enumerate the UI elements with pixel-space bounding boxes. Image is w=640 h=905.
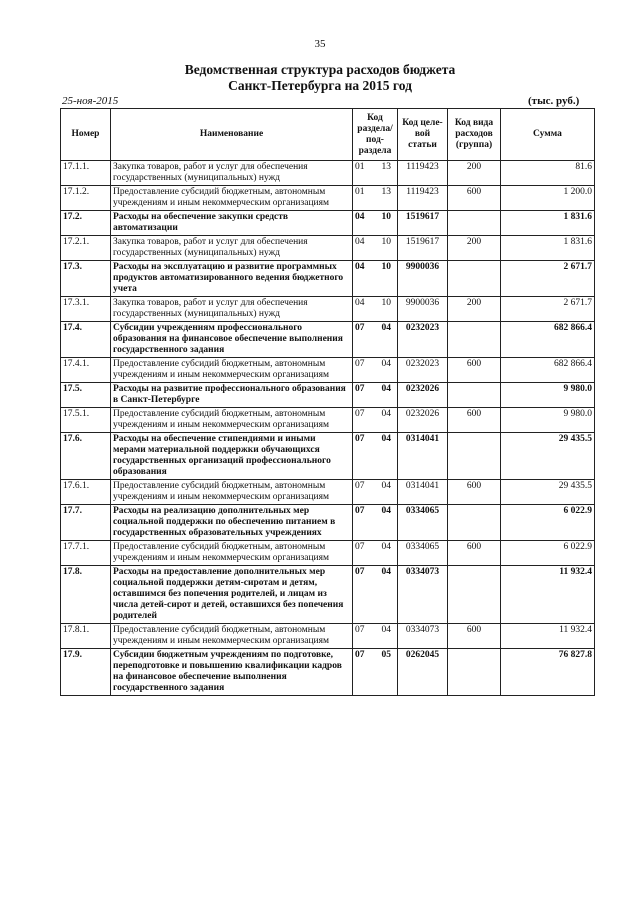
- subsection-code: 10: [381, 262, 391, 272]
- row-expense-type: 600: [448, 408, 501, 433]
- section-code: 01: [355, 162, 365, 172]
- row-expense-type: 600: [448, 358, 501, 383]
- table-body: [61, 161, 595, 696]
- section-code: 07: [355, 434, 365, 444]
- row-sum: 1 831.6: [501, 211, 595, 236]
- row-article-code: 0334073: [398, 624, 448, 649]
- row-sum: 1 200.0: [501, 186, 595, 211]
- row-section-code: [353, 480, 398, 505]
- row-sum: 81.6: [501, 161, 595, 186]
- row-section-code: [353, 358, 398, 383]
- header-section: Код раздела/ под-раздела: [353, 109, 398, 161]
- section-code: 04: [355, 262, 365, 272]
- row-number: 17.8.1.: [61, 624, 111, 649]
- row-sum: 29 435.5: [501, 433, 595, 480]
- row-sum: 11 932.4: [501, 624, 595, 649]
- row-expense-type: 200: [448, 297, 501, 322]
- row-number: 17.2.: [61, 211, 111, 236]
- row-article-code: 1119423: [398, 186, 448, 211]
- row-expense-type: [448, 322, 501, 358]
- row-name: Расходы на предоставление дополнительных мер социальной поддержки детям-сиротам и детям, оставшимся без попечения родителей, и лицам из числа детей-сирот и детей, оставшихся без попечения родителей: [111, 566, 353, 624]
- row-article-code: 0334065: [398, 541, 448, 566]
- row-expense-type: 600: [448, 480, 501, 505]
- row-number: 17.6.1.: [61, 480, 111, 505]
- row-sum: 6 022.9: [501, 541, 595, 566]
- subsection-code: 10: [381, 237, 391, 247]
- header-expense-type: Код вида расходов (группа): [448, 109, 501, 161]
- title-line-2: Санкт-Петербурга на 2015 год: [228, 78, 412, 93]
- row-expense-type: 600: [448, 186, 501, 211]
- row-expense-type: 600: [448, 624, 501, 649]
- subsection-code: 04: [381, 323, 391, 333]
- subsection-code: 13: [381, 162, 391, 172]
- row-section-code: [353, 541, 398, 566]
- row-article-code: 0232026: [398, 383, 448, 408]
- table-row: [61, 566, 595, 624]
- row-section-code: [353, 211, 398, 236]
- row-section-code: [353, 624, 398, 649]
- row-article-code: 0334065: [398, 505, 448, 541]
- table-row: [61, 433, 595, 480]
- row-sum: 1 831.6: [501, 236, 595, 261]
- row-sum: 9 980.0: [501, 408, 595, 433]
- row-sum: 29 435.5: [501, 480, 595, 505]
- row-number: 17.4.: [61, 322, 111, 358]
- row-name: Предоставление субсидий бюджетным, автономным учреждениям и иным некоммерческим организациям: [111, 358, 353, 383]
- subsection-code: 10: [381, 212, 391, 222]
- row-article-code: 1119423: [398, 161, 448, 186]
- table-row: [61, 383, 595, 408]
- row-name: Расходы на реализацию дополнительных мер социальной поддержки по обеспечению питанием в государственных образовательных учреждениях: [111, 505, 353, 541]
- row-section-code: [353, 261, 398, 297]
- row-number: 17.1.2.: [61, 186, 111, 211]
- row-expense-type: [448, 383, 501, 408]
- section-code: 07: [355, 384, 365, 394]
- subsection-code: 04: [381, 506, 391, 516]
- table-row: [61, 186, 595, 211]
- subsection-code: 05: [381, 650, 391, 660]
- section-code: 04: [355, 298, 365, 308]
- subsection-code: 10: [381, 298, 391, 308]
- section-code: 07: [355, 409, 365, 419]
- row-article-code: 0262045: [398, 649, 448, 696]
- row-name: Закупка товаров, работ и услуг для обеспечения государственных (муниципальных) нужд: [111, 236, 353, 261]
- section-code: 07: [355, 323, 365, 333]
- row-article-code: 9900036: [398, 261, 448, 297]
- table-row: [61, 161, 595, 186]
- row-section-code: [353, 566, 398, 624]
- subsection-code: 04: [381, 567, 391, 577]
- row-number: 17.7.: [61, 505, 111, 541]
- row-name: Субсидии учреждениям профессионального образования на финансовое обеспечение выполнения государственного задания: [111, 322, 353, 358]
- section-code: 04: [355, 237, 365, 247]
- subsection-code: 04: [381, 359, 391, 369]
- row-sum: 11 932.4: [501, 566, 595, 624]
- row-section-code: [353, 186, 398, 211]
- subsection-code: 04: [381, 384, 391, 394]
- row-number: 17.3.: [61, 261, 111, 297]
- table-row: [61, 624, 595, 649]
- row-expense-type: [448, 505, 501, 541]
- row-name: Субсидии бюджетным учреждениям по подготовке, переподготовке и повышению квалификации кадров на финансовое обеспечение выполнения государственного задания: [111, 649, 353, 696]
- row-article-code: 0314041: [398, 433, 448, 480]
- row-number: 17.4.1.: [61, 358, 111, 383]
- row-article-code: 0232023: [398, 322, 448, 358]
- row-number: 17.8.: [61, 566, 111, 624]
- row-section-code: [353, 649, 398, 696]
- subsection-code: 04: [381, 481, 391, 491]
- row-number: 17.3.1.: [61, 297, 111, 322]
- row-expense-type: [448, 261, 501, 297]
- row-number: 17.6.: [61, 433, 111, 480]
- title-line-1: Ведомственная структура расходов бюджета: [184, 62, 456, 77]
- section-code: 07: [355, 506, 365, 516]
- row-sum: 682 866.4: [501, 358, 595, 383]
- row-section-code: [353, 297, 398, 322]
- units-label: (тыс. руб.): [528, 95, 580, 107]
- row-name: Предоставление субсидий бюджетным, автономным учреждениям и иным некоммерческим организациям: [111, 480, 353, 505]
- section-code: 07: [355, 567, 365, 577]
- row-name: Расходы на обеспечение закупки средств автоматизации: [111, 211, 353, 236]
- row-name: Расходы на эксплуатацию и развитие программных продуктов автоматизированного ведения бюджетного учета: [111, 261, 353, 297]
- row-expense-type: 200: [448, 161, 501, 186]
- row-expense-type: 600: [448, 541, 501, 566]
- row-expense-type: [448, 211, 501, 236]
- subsection-code: 04: [381, 434, 391, 444]
- row-section-code: [353, 236, 398, 261]
- row-name: Предоставление субсидий бюджетным, автономным учреждениям и иным некоммерческим организациям: [111, 408, 353, 433]
- header-article: Код целе-вой статьи: [398, 109, 448, 161]
- section-code: 07: [355, 359, 365, 369]
- row-number: 17.7.1.: [61, 541, 111, 566]
- row-sum: 76 827.8: [501, 649, 595, 696]
- table-row: [61, 649, 595, 696]
- row-section-code: [353, 505, 398, 541]
- section-code: 04: [355, 212, 365, 222]
- document-title: [0, 62, 640, 94]
- row-number: 17.1.1.: [61, 161, 111, 186]
- row-article-code: 1519617: [398, 211, 448, 236]
- row-article-code: 0232026: [398, 408, 448, 433]
- section-code: 07: [355, 481, 365, 491]
- row-number: 17.2.1.: [61, 236, 111, 261]
- table-row: [61, 358, 595, 383]
- row-expense-type: 200: [448, 236, 501, 261]
- table-row: [61, 297, 595, 322]
- row-sum: 9 980.0: [501, 383, 595, 408]
- subsection-code: 04: [381, 409, 391, 419]
- row-name: Закупка товаров, работ и услуг для обеспечения государственных (муниципальных) нужд: [111, 161, 353, 186]
- subsection-code: 04: [381, 542, 391, 552]
- table-row: [61, 480, 595, 505]
- page-number: 35: [314, 38, 326, 50]
- row-article-code: 0314041: [398, 480, 448, 505]
- row-sum: 682 866.4: [501, 322, 595, 358]
- row-article-code: 9900036: [398, 297, 448, 322]
- table-row: [61, 211, 595, 236]
- table-row: [61, 322, 595, 358]
- row-name: Предоставление субсидий бюджетным, автономным учреждениям и иным некоммерческим организациям: [111, 624, 353, 649]
- row-expense-type: [448, 566, 501, 624]
- row-number: 17.5.: [61, 383, 111, 408]
- row-name: Расходы на обеспечение стипендиями и иными мерами материальной поддержки обучающихся государственных организаций профессионального образования: [111, 433, 353, 480]
- row-section-code: [353, 433, 398, 480]
- row-article-code: 1519617: [398, 236, 448, 261]
- row-name: Предоставление субсидий бюджетным, автономным учреждениям и иным некоммерческим организациям: [111, 186, 353, 211]
- table-row: [61, 408, 595, 433]
- section-code: 07: [355, 542, 365, 552]
- table-row: [61, 541, 595, 566]
- table-row: [61, 261, 595, 297]
- row-section-code: [353, 161, 398, 186]
- row-sum: 6 022.9: [501, 505, 595, 541]
- table-row: [61, 505, 595, 541]
- row-expense-type: [448, 433, 501, 480]
- row-section-code: [353, 383, 398, 408]
- table-row: [61, 236, 595, 261]
- row-article-code: 0334073: [398, 566, 448, 624]
- row-name: Предоставление субсидий бюджетным, автономным учреждениям и иным некоммерческим организациям: [111, 541, 353, 566]
- document-date: 25-ноя-2015: [62, 95, 119, 107]
- header-sum: Сумма: [501, 109, 595, 161]
- subsection-code: 04: [381, 625, 391, 635]
- row-number: 17.5.1.: [61, 408, 111, 433]
- section-code: 07: [355, 650, 365, 660]
- header-name: Наименование: [111, 109, 353, 161]
- row-section-code: [353, 408, 398, 433]
- row-article-code: 0232023: [398, 358, 448, 383]
- header-number: Номер: [61, 109, 111, 161]
- row-name: Закупка товаров, работ и услуг для обеспечения государственных (муниципальных) нужд: [111, 297, 353, 322]
- row-section-code: [353, 322, 398, 358]
- budget-table: [60, 108, 595, 696]
- row-sum: 2 671.7: [501, 261, 595, 297]
- subsection-code: 13: [381, 187, 391, 197]
- row-number: 17.9.: [61, 649, 111, 696]
- row-sum: 2 671.7: [501, 297, 595, 322]
- row-expense-type: [448, 649, 501, 696]
- section-code: 01: [355, 187, 365, 197]
- section-code: 07: [355, 625, 365, 635]
- row-name: Расходы на развитие профессионального образования в Санкт-Петербурге: [111, 383, 353, 408]
